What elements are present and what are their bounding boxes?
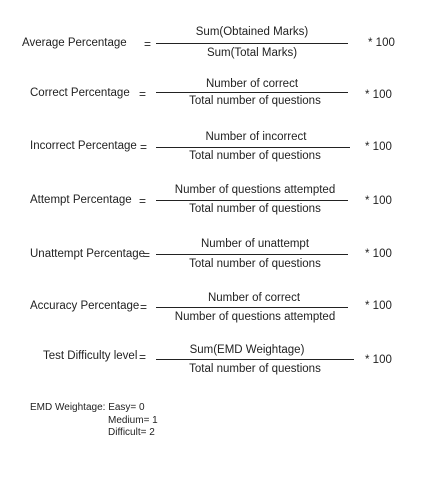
fraction-bar: [156, 254, 348, 255]
fraction-bar: [156, 200, 348, 201]
formula-denominator: Total number of questions: [189, 203, 321, 215]
formula-multiplier: * 100: [365, 248, 392, 260]
formula-label: Correct Percentage: [30, 87, 130, 99]
formula-test-difficulty-level: [0, 342, 429, 386]
emd-weightage-legend: [30, 402, 158, 440]
formula-label: Accuracy Percentage: [30, 300, 140, 312]
formula-multiplier: * 100: [365, 141, 392, 153]
equals-sign: =: [139, 194, 147, 208]
formula-numerator: Sum(Obtained Marks): [195, 26, 309, 38]
formula-numerator: Sum(EMD Weightage): [189, 344, 305, 356]
formula-multiplier: * 100: [365, 300, 392, 312]
formula-denominator: Total number of questions: [189, 150, 321, 162]
formula-multiplier: * 100: [365, 195, 392, 207]
legend-medium: Medium= 1: [108, 414, 158, 426]
formula-numerator: Number of incorrect: [205, 131, 307, 143]
fraction-bar: [156, 43, 348, 44]
formula-label: Test Difficulty level: [43, 350, 138, 362]
equals-sign: =: [139, 350, 147, 364]
formula-denominator: Sum(Total Marks): [206, 47, 298, 59]
formula-average-percentage: [0, 24, 429, 68]
formula-denominator: Total number of questions: [189, 95, 321, 107]
formula-label: Attempt Percentage: [30, 194, 132, 206]
formula-correct-percentage: [0, 76, 429, 120]
equals-sign: =: [140, 300, 148, 314]
fraction-bar: [156, 359, 354, 360]
formula-multiplier: * 100: [365, 89, 392, 101]
formula-numerator: Number of unattempt: [200, 238, 310, 250]
formula-incorrect-percentage: [0, 128, 429, 172]
equals-sign: =: [143, 248, 151, 262]
formula-attempt-percentage: [0, 182, 429, 226]
fraction-bar: [156, 92, 348, 93]
fraction-bar: [156, 307, 348, 308]
equals-sign: =: [144, 37, 152, 51]
equals-sign: =: [140, 140, 148, 154]
formula-numerator: Number of correct: [205, 78, 299, 90]
formula-denominator: Total number of questions: [189, 258, 321, 270]
formula-label: Incorrect Percentage: [30, 140, 137, 152]
formula-label: Average Percentage: [22, 37, 127, 49]
legend-title: EMD Weightage:: [30, 402, 106, 413]
formula-denominator: Number of questions attempted: [174, 311, 336, 323]
formula-multiplier: * 100: [368, 37, 395, 49]
legend-easy: Easy= 0: [108, 402, 145, 413]
formula-denominator: Total number of questions: [189, 363, 321, 375]
formula-multiplier: * 100: [365, 354, 392, 366]
fraction-bar: [156, 147, 350, 148]
formula-numerator: Number of questions attempted: [174, 184, 336, 196]
formula-label: Unattempt Percentage: [30, 248, 146, 260]
formula-accuracy-percentage: [0, 290, 429, 334]
formula-numerator: Number of correct: [207, 292, 301, 304]
formula-unattempt-percentage: [0, 236, 429, 280]
equals-sign: =: [139, 87, 147, 101]
legend-difficult: Difficult= 2: [108, 427, 155, 438]
